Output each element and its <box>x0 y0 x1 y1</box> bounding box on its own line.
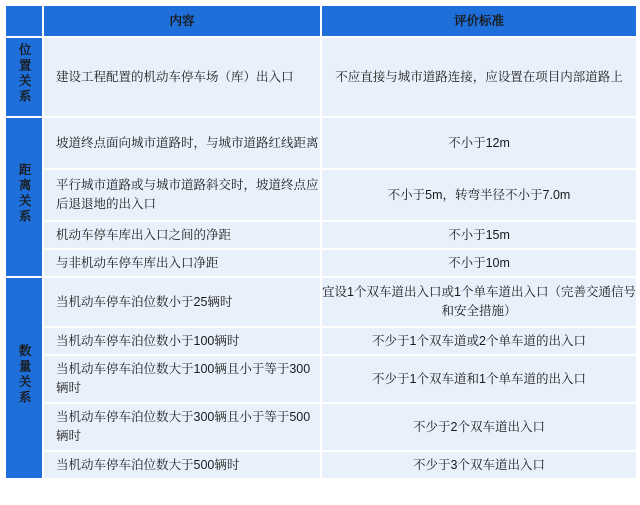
table-row <box>5 169 637 221</box>
table-row <box>5 355 637 403</box>
cell-criteria: 不少于3个双车道出入口 <box>321 451 637 479</box>
cell-criteria: 不应直接与城市道路连接，应设置在项目内部道路上 <box>321 37 637 117</box>
cell-item: 机动车停车库出入口之间的净距 <box>43 221 321 249</box>
table-row <box>5 37 637 117</box>
cell-criteria: 不小于10m <box>321 249 637 277</box>
table-row <box>5 221 637 249</box>
cell-criteria: 不小于5m，转弯半径不小于7.0m <box>321 169 637 221</box>
header-side-blank <box>5 5 43 37</box>
table-row <box>5 117 637 169</box>
table-row <box>5 277 637 327</box>
group-label-distance <box>5 117 43 277</box>
table-row <box>5 451 637 479</box>
group-label-position <box>5 37 43 117</box>
cell-criteria: 不小于15m <box>321 221 637 249</box>
requirements-table <box>4 4 638 480</box>
cell-criteria: 宜设1个双车道出入口或1个单车道出入口（完善交通信号和安全措施） <box>321 277 637 327</box>
header-criteria: 评价标准 <box>321 5 637 37</box>
group-label-text: 距离关系 <box>17 163 32 226</box>
cell-item: 平行城市道路或与城市道路斜交时，坡道终点应后退退地的出入口 <box>43 169 321 221</box>
cell-item: 建设工程配置的机动车停车场（库）出入口 <box>43 37 321 117</box>
table-row <box>5 249 637 277</box>
document-page <box>0 4 640 505</box>
table-row <box>5 327 637 355</box>
cell-criteria: 不少于1个双车道或2个单车道的出入口 <box>321 327 637 355</box>
cell-criteria: 不少于1个双车道和1个单车道的出入口 <box>321 355 637 403</box>
cell-item: 当机动车停车泊位数小于25辆时 <box>43 277 321 327</box>
header-item: 内容 <box>43 5 321 37</box>
cell-item: 坡道终点面向城市道路时，与城市道路红线距离 <box>43 117 321 169</box>
cell-item: 当机动车停车泊位数大于300辆且小于等于500辆时 <box>43 403 321 451</box>
group-label-quantity <box>5 277 43 479</box>
group-label-text: 数量关系 <box>17 344 32 407</box>
table-header-row <box>5 5 637 37</box>
table-row <box>5 403 637 451</box>
cell-item: 当机动车停车泊位数大于500辆时 <box>43 451 321 479</box>
cell-item: 与非机动车停车库出入口净距 <box>43 249 321 277</box>
cell-criteria: 不小于12m <box>321 117 637 169</box>
cell-criteria: 不少于2个双车道出入口 <box>321 403 637 451</box>
cell-item: 当机动车停车泊位数小于100辆时 <box>43 327 321 355</box>
group-label-text: 位置关系 <box>17 43 32 106</box>
cell-item: 当机动车停车泊位数大于100辆且小于等于300辆时 <box>43 355 321 403</box>
